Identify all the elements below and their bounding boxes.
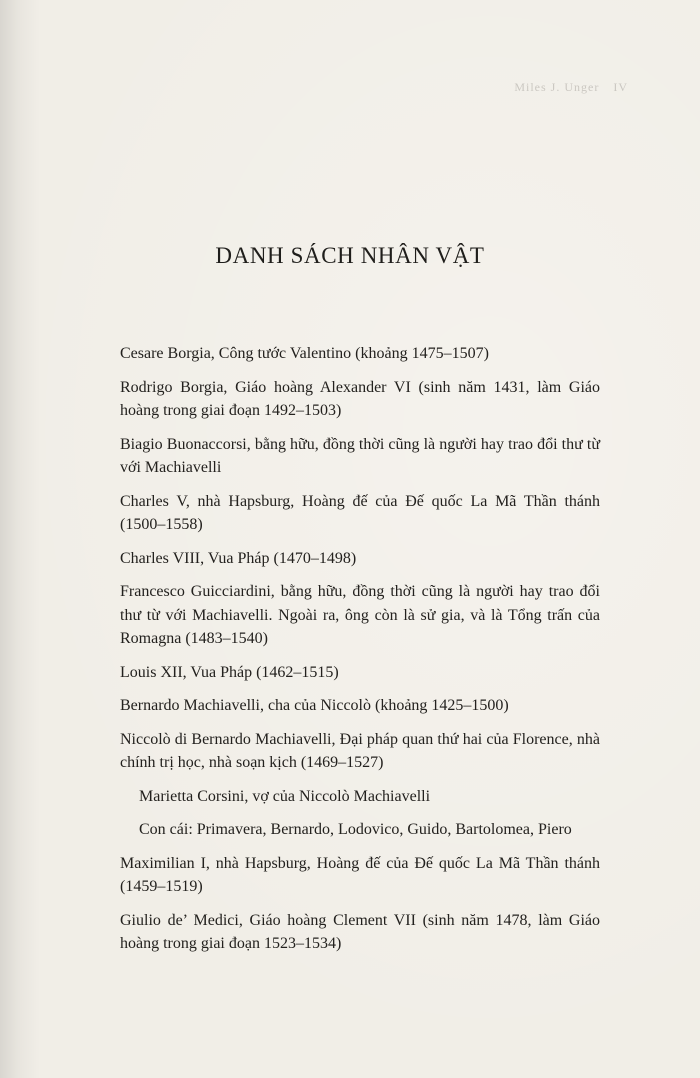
character-entry: Cesare Borgia, Công tước Valentino (khoảng 1475–1507) — [120, 345, 489, 362]
character-list — [120, 342, 600, 966]
character-entry: Charles V, nhà Hapsburg, Hoàng đế của Đế quốc La Mã Thần thánh (1500–1558) — [120, 492, 600, 533]
running-head: Miles J. Unger — [514, 80, 600, 94]
character-entry: Louis XII, Vua Pháp (1462–1515) — [120, 663, 339, 681]
character-subentry: Con cái: Primavera, Bernardo, Lodovico, Guido, Bartolomea, Piero — [139, 821, 572, 838]
character-entry: Bernardo Machiavelli, cha của Niccolò (khoảng 1425–1500) — [120, 697, 509, 714]
character-entry: Biagio Buonaccorsi, bằng hữu, đồng thời cũng là người hay trao đổi thư từ với Machiavelli — [120, 435, 600, 476]
running-header — [514, 80, 628, 95]
character-entry: Maximilian I, nhà Hapsburg, Hoàng đế của Đế quốc La Mã Thần thánh (1459–1519) — [120, 854, 600, 895]
character-entry: Charles VIII, Vua Pháp (1470–1498) — [120, 549, 357, 567]
character-subentry: Marietta Corsini, vợ của Niccolò Machiavelli — [139, 787, 431, 805]
page-title: DANH SÁCH NHÂN VẬT — [215, 243, 485, 268]
page-folio: IV — [613, 80, 628, 94]
character-entry: Rodrigo Borgia, Giáo hoàng Alexander VI (sinh năm 1431, làm Giáo hoàng trong giai đoạn 1492–1503) — [120, 378, 600, 419]
character-entry: Niccolò di Bernardo Machiavelli, Đại pháp quan thứ hai của Florence, nhà chính trị học, nhà soạn kịch (1469–1527) — [120, 730, 600, 771]
character-entry: Giulio de’ Medici, Giáo hoàng Clement VII (sinh năm 1478, làm Giáo hoàng trong giai đoạn 1523–1534) — [120, 911, 600, 952]
character-entry: Francesco Guicciardini, bằng hữu, đồng thời cũng là người hay trao đổi thư từ với Machiavelli. Ngoài ra, ông còn là sử gia, và là Tổng trấn của Romagna (1483–1540) — [120, 583, 600, 647]
